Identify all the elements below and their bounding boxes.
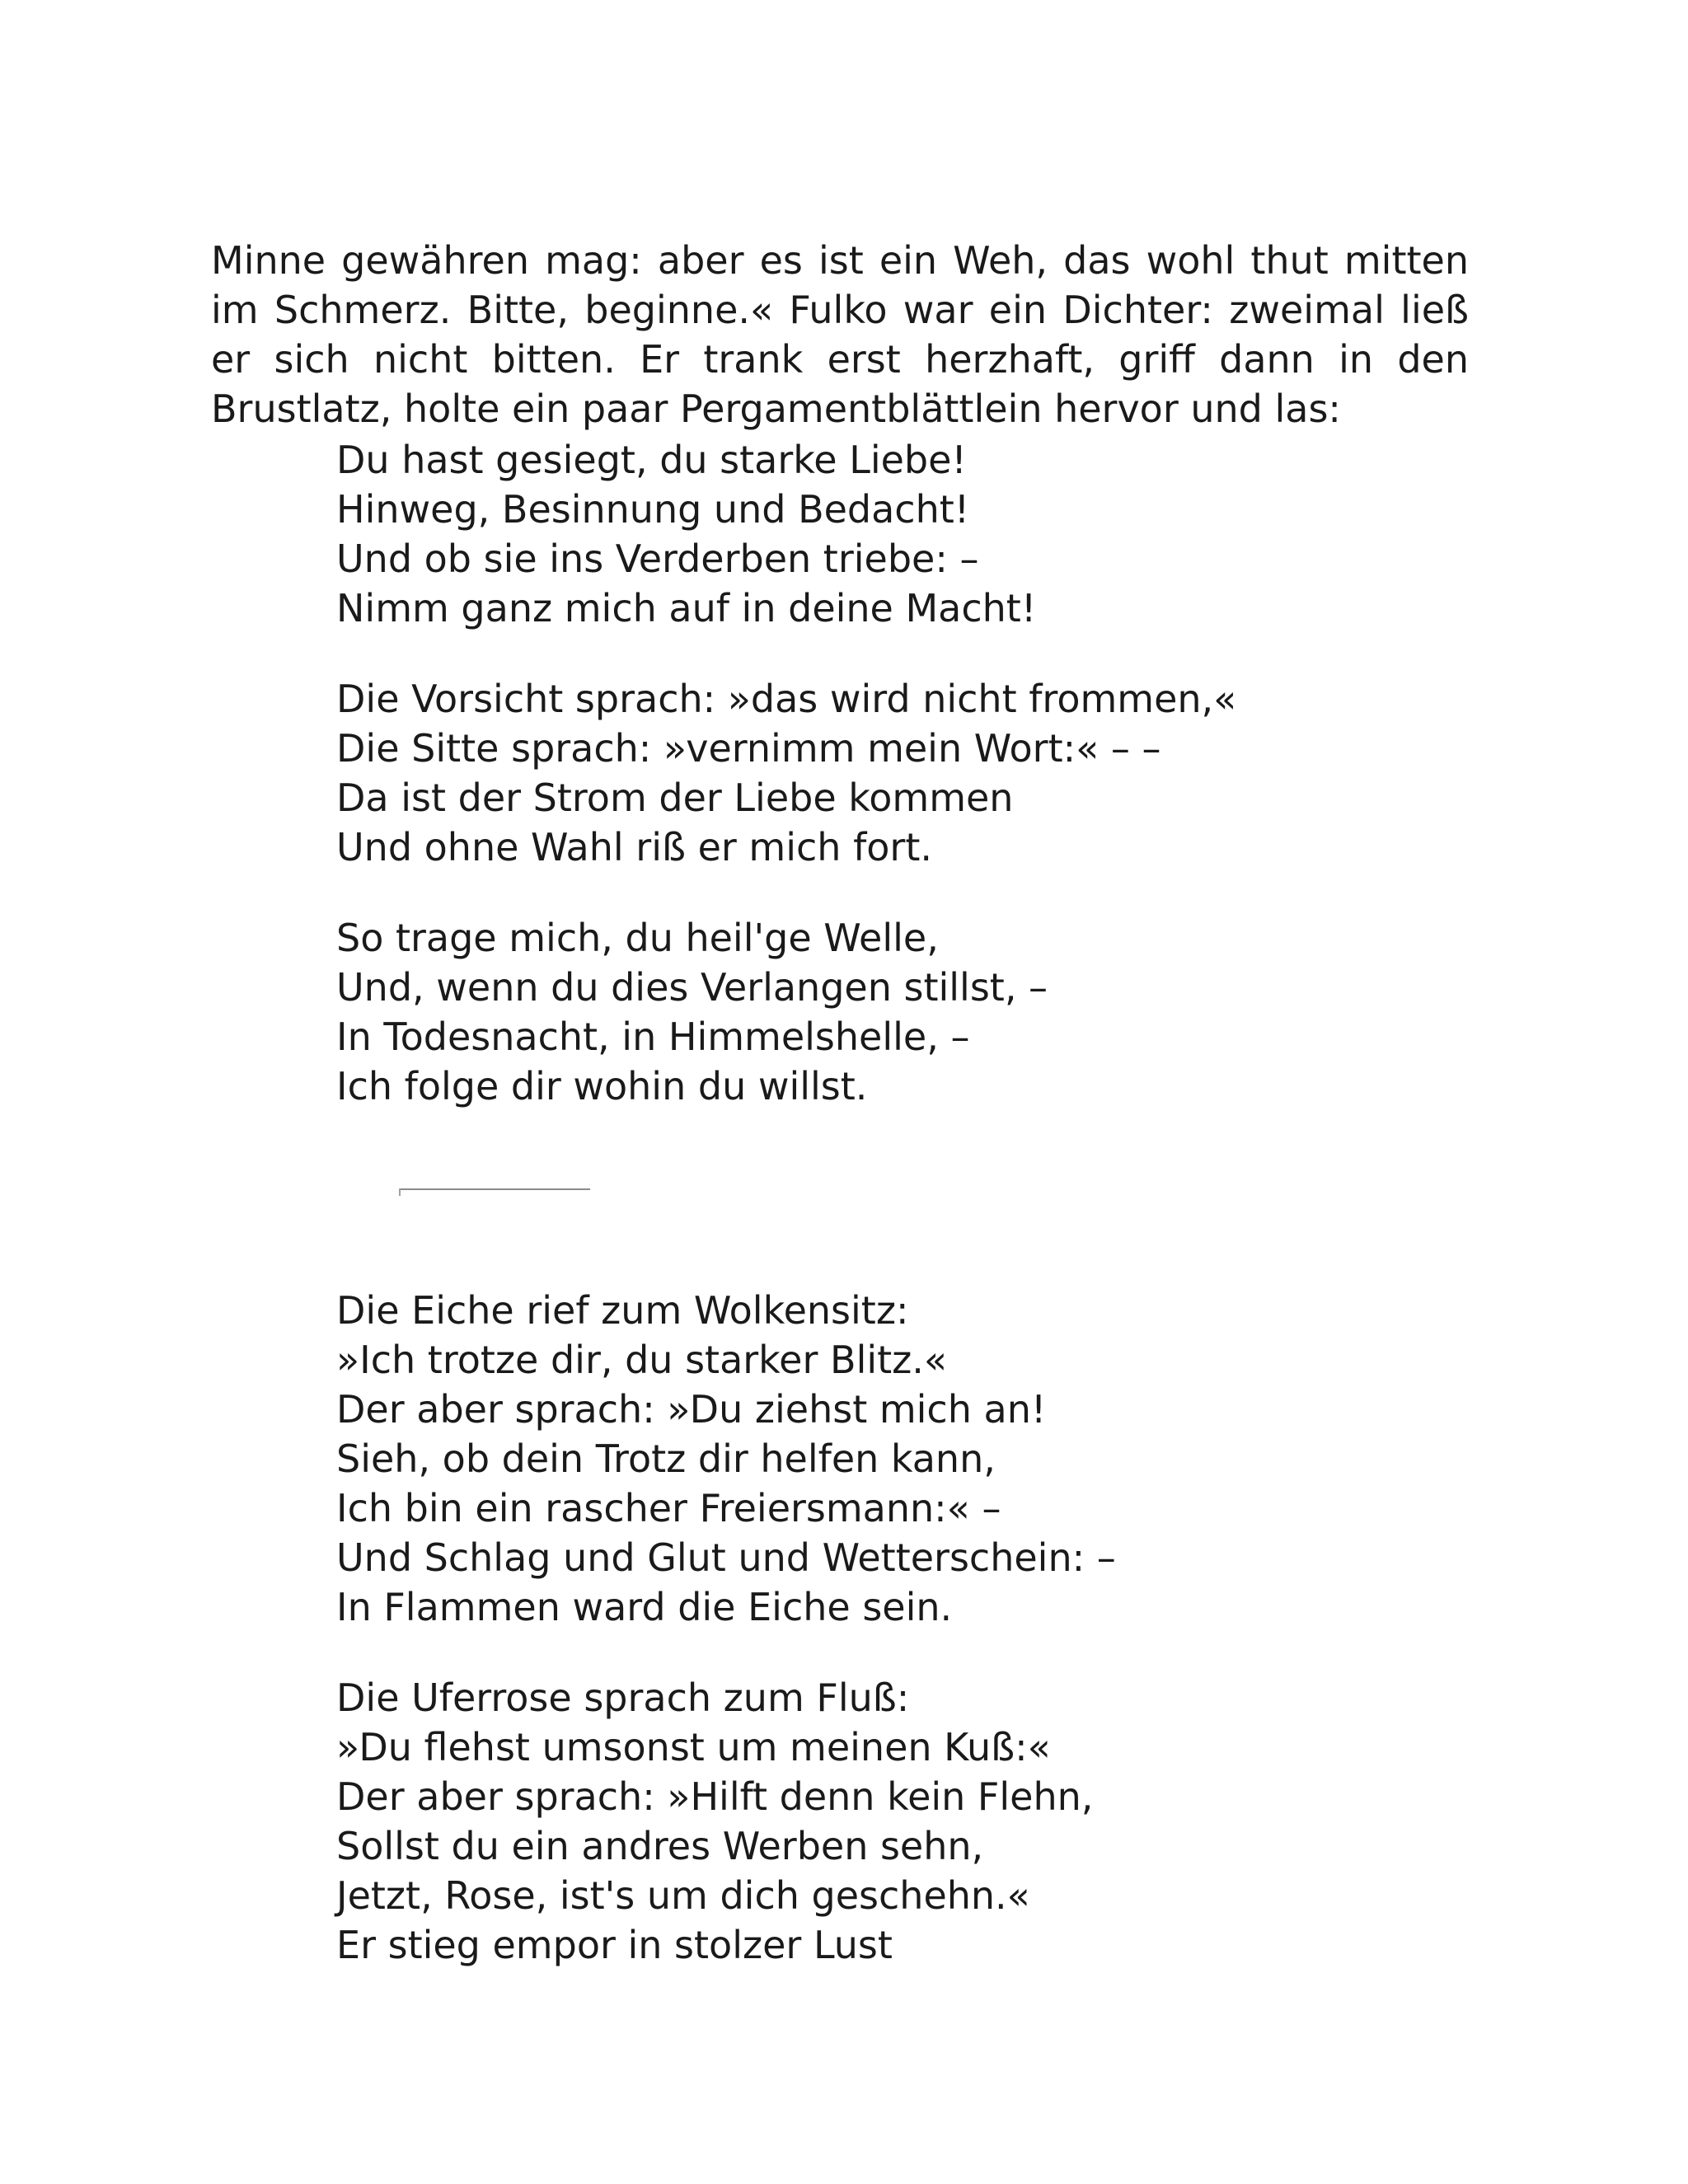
verse-line: Die Eiche rief zum Wolkensitz: [336, 1288, 909, 1333]
verse-line: »Du flehst umsonst um meinen Kuß:« [336, 1725, 1051, 1769]
verse-line: Da ist der Strom der Liebe kommen [336, 776, 1014, 820]
verse-line: Und ob sie ins Verderben triebe: – [336, 537, 979, 581]
prose-paragraph: Minne gewähren mag: aber es ist ein Weh, das wohl thut mitten im Schmerz. Bitte, beginne.« Fulko war ein Dichter: zweimal ließ er sich nicht bitten. Er trank erst herzhaft, griff dann in den Brustlatz, holte ein paar Pergamentblättlein hervor und las: [211, 238, 1469, 431]
poem-stanza [336, 674, 1236, 872]
verse-line: Der aber sprach: »Hilft denn kein Flehn, [336, 1774, 1094, 1819]
verse-line: Und ohne Wahl riß er mich fort. [336, 825, 932, 869]
verse-line: Die Uferrose sprach zum Fluß: [336, 1675, 910, 1720]
verse-line: Und Schlag und Glut und Wetterschein: – [336, 1535, 1116, 1580]
verse-line: Nimm ganz mich auf in deine Macht! [336, 586, 1037, 630]
verse-line: Sollst du ein andres Werben sehn, [336, 1824, 984, 1868]
poem-stanza [336, 435, 1236, 633]
verse-line: So trage mich, du heil'ge Welle, [336, 916, 939, 960]
verse-line: In Todesnacht, in Himmelshelle, – [336, 1015, 970, 1059]
verse-line: Du hast gesiegt, du starke Liebe! [336, 438, 967, 482]
verse-line: Ich bin ein rascher Freiersmann:« – [336, 1486, 1001, 1530]
verse-line: Und, wenn du dies Verlangen stillst, – [336, 965, 1048, 1010]
section-divider [399, 1188, 590, 1190]
verse-line: Jetzt, Rose, ist's um dich geschehn.« [336, 1873, 1030, 1918]
verse-line: Hinweg, Besinnung und Bedacht! [336, 487, 970, 532]
verse-line: Er stieg empor in stolzer Lust [336, 1923, 893, 1967]
verse-line: Ich folge dir wohin du willst. [336, 1064, 868, 1108]
verse-line: Die Vorsicht sprach: »das wird nicht frommen,« [336, 677, 1237, 721]
verse-line: Der aber sprach: »Du ziehst mich an! [336, 1387, 1047, 1432]
verse-line: In Flammen ward die Eiche sein. [336, 1585, 953, 1629]
poem-stanza [336, 913, 1236, 1111]
verse-line: »Ich trotze dir, du starker Blitz.« [336, 1338, 948, 1382]
poem-first [336, 435, 1236, 1111]
verse-line: Sieh, ob dein Trotz dir helfen kann, [336, 1436, 996, 1481]
poem-stanza [336, 1286, 1116, 1632]
poem-second [336, 1286, 1116, 1970]
poem-stanza [336, 1673, 1116, 1970]
verse-line: Die Sitte sprach: »vernimm mein Wort:« – – [336, 726, 1161, 771]
